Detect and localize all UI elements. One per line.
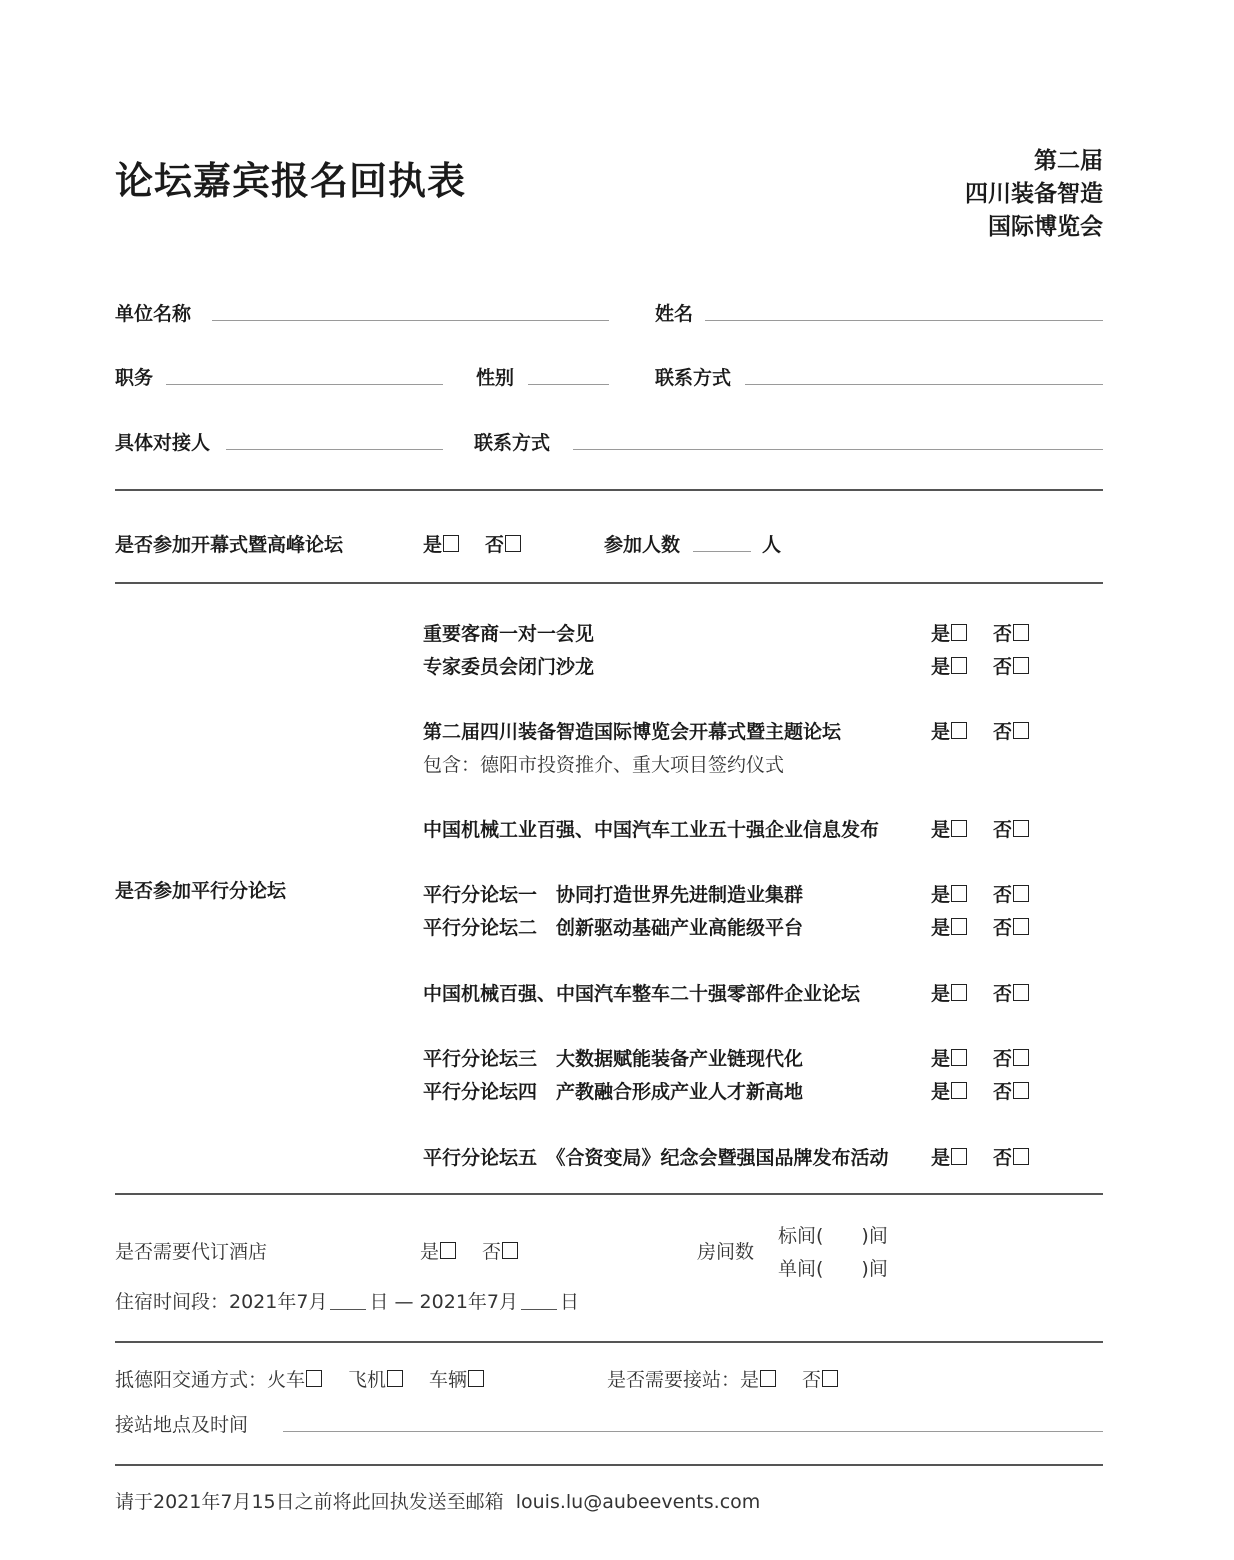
- liaison-label: 具体对接人: [115, 432, 211, 454]
- forum-item: 平行分论坛一 协同打造世界先进制造业集群: [423, 884, 804, 906]
- checkbox[interactable]: [951, 1082, 967, 1099]
- forum-choice: [931, 1044, 1029, 1071]
- divider: [115, 1464, 1103, 1466]
- checkbox[interactable]: [951, 1148, 967, 1165]
- yes-label: 是: [931, 721, 951, 743]
- no-label: 否: [993, 1147, 1013, 1169]
- forum-choice: [931, 652, 1029, 679]
- single-room-field[interactable]: 单间( )间: [778, 1258, 888, 1280]
- checkbox[interactable]: [951, 918, 967, 935]
- checkbox[interactable]: [505, 535, 521, 552]
- page-title: 论坛嘉宾报名回执表: [115, 159, 467, 203]
- expo-line-2: 四川装备智造: [965, 181, 1103, 207]
- attendee-count-label: 参加人数: [604, 534, 681, 556]
- checkbox[interactable]: [440, 1242, 456, 1259]
- no-label: 否: [993, 819, 1013, 841]
- yes-label: 是: [931, 819, 951, 841]
- yes-label: 是: [420, 1241, 440, 1263]
- org-label: 单位名称: [115, 303, 192, 325]
- forum-item: 专家委员会闭门沙龙: [423, 656, 595, 678]
- stay-period: [115, 1287, 579, 1314]
- no-label: 否: [993, 656, 1013, 678]
- divider: [115, 1193, 1103, 1195]
- pickup-row: [607, 1365, 838, 1392]
- checkbox[interactable]: [1013, 1148, 1029, 1165]
- no-label: 否: [485, 534, 505, 556]
- checkbox[interactable]: [951, 1049, 967, 1066]
- checkbox[interactable]: [951, 624, 967, 641]
- no-label: 否: [993, 623, 1013, 645]
- forum-item: 第二届四川装备智造国际博览会开幕式暨主题论坛: [423, 721, 842, 743]
- name-field[interactable]: [705, 320, 1103, 321]
- opening-choice: [423, 530, 521, 557]
- forum-choice: [931, 815, 1029, 842]
- yes-label: 是: [931, 623, 951, 645]
- checkbox[interactable]: [443, 535, 459, 552]
- no-label: 否: [993, 983, 1013, 1005]
- forum-choice: [931, 913, 1029, 940]
- checkbox[interactable]: [1013, 984, 1029, 1001]
- no-label: 否: [993, 721, 1013, 743]
- transport-row: [115, 1365, 484, 1392]
- yes-label: 是: [931, 917, 951, 939]
- yes-label: 是: [931, 1081, 951, 1103]
- stay-end-day-field[interactable]: [521, 1308, 557, 1310]
- checkbox[interactable]: [502, 1242, 518, 1259]
- car-label: 车辆: [429, 1369, 468, 1391]
- divider: [115, 1341, 1103, 1343]
- yes-label: 是: [931, 884, 951, 906]
- no-label: 否: [802, 1369, 822, 1391]
- forum-choice: [931, 1143, 1029, 1170]
- forum-item: 平行分论坛四 产教融合形成产业人才新高地: [423, 1081, 804, 1103]
- expo-name: [965, 145, 1103, 244]
- no-label: 否: [993, 917, 1013, 939]
- opening-label: 是否参加开幕式暨高峰论坛: [115, 534, 344, 556]
- pickup-place-label: 接站地点及时间: [115, 1414, 249, 1436]
- gender-field[interactable]: [528, 384, 609, 385]
- forum-item: 平行分论坛五 《合资变局》纪念会暨强国品牌发布活动: [423, 1147, 889, 1169]
- checkbox[interactable]: [1013, 820, 1029, 837]
- stay-mid: — 2021年7月: [394, 1291, 518, 1313]
- yes-label: 是: [931, 983, 951, 1005]
- checkbox[interactable]: [760, 1370, 776, 1387]
- position-label: 职务: [115, 367, 154, 389]
- checkbox[interactable]: [468, 1370, 484, 1387]
- checkbox[interactable]: [951, 820, 967, 837]
- forum-item: 平行分论坛二 创新驱动基础产业高能级平台: [423, 917, 804, 939]
- name-label: 姓名: [655, 303, 694, 325]
- parallel-label: 是否参加平行分论坛: [115, 880, 287, 902]
- yes-label: 是: [931, 656, 951, 678]
- no-label: 否: [482, 1241, 502, 1263]
- forum-choice: [931, 717, 1029, 744]
- checkbox[interactable]: [1013, 885, 1029, 902]
- no-label: 否: [993, 1081, 1013, 1103]
- checkbox[interactable]: [951, 885, 967, 902]
- divider: [115, 582, 1103, 584]
- gender-label: 性别: [476, 367, 515, 389]
- forum-choice: [931, 619, 1029, 646]
- hotel-choice: [420, 1237, 518, 1264]
- liaison-contact-field[interactable]: [573, 449, 1103, 450]
- hotel-label: 是否需要代订酒店: [115, 1241, 268, 1263]
- yes-label: 是: [423, 534, 443, 556]
- no-label: 否: [993, 1048, 1013, 1070]
- checkbox[interactable]: [951, 722, 967, 739]
- org-field[interactable]: [212, 320, 609, 321]
- checkbox[interactable]: [1013, 1049, 1029, 1066]
- expo-line-3: 国际博览会: [988, 214, 1103, 240]
- footer-note: [115, 1487, 760, 1514]
- stay-start-day-field[interactable]: [330, 1308, 366, 1310]
- divider: [115, 489, 1103, 491]
- checkbox[interactable]: [1013, 657, 1029, 674]
- checkbox[interactable]: [1013, 918, 1029, 935]
- footer-email[interactable]: louis.lu@aubeevents.com: [515, 1491, 761, 1513]
- stay-prefix: 住宿时间段：2021年7月: [115, 1291, 328, 1313]
- contact-label: 联系方式: [655, 367, 732, 389]
- forum-item: 重要客商一对一会见: [423, 623, 595, 645]
- checkbox[interactable]: [951, 984, 967, 1001]
- forum-item: 平行分论坛三 大数据赋能装备产业链现代化: [423, 1048, 804, 1070]
- checkbox[interactable]: [822, 1370, 838, 1387]
- checkbox[interactable]: [306, 1370, 322, 1387]
- rooms-label: 房间数: [697, 1241, 755, 1263]
- forum-item: 中国机械百强、中国汽车整车二十强零部件企业论坛: [423, 983, 861, 1005]
- yes-label: 是: [931, 1048, 951, 1070]
- checkbox[interactable]: [951, 657, 967, 674]
- position-field[interactable]: [166, 384, 443, 385]
- pickup-place-field[interactable]: [283, 1431, 1103, 1432]
- pickup-label: 是否需要接站：是: [607, 1369, 760, 1391]
- yes-label: 是: [931, 1147, 951, 1169]
- footer-text: 请于2021年7月15日之前将此回执发送至邮箱: [115, 1491, 504, 1513]
- transport-label: 抵德阳交通方式：: [115, 1369, 268, 1391]
- attendee-count-field[interactable]: [693, 551, 751, 552]
- liaison-contact-label: 联系方式: [474, 432, 551, 454]
- attendee-count-unit: 人: [762, 534, 782, 556]
- checkbox[interactable]: [1013, 722, 1029, 739]
- forum-item: 中国机械工业百强、中国汽车工业五十强企业信息发布: [423, 819, 880, 841]
- forum-choice: [931, 880, 1029, 907]
- liaison-field[interactable]: [226, 449, 443, 450]
- train-label: 火车: [267, 1369, 306, 1391]
- forum-choice: [931, 979, 1029, 1006]
- stay-day2-label: 日: [560, 1291, 580, 1313]
- forum-choice: [931, 1077, 1029, 1104]
- forum-sub-note: 包含：德阳市投资推介、重大项目签约仪式: [423, 754, 785, 776]
- expo-line-1: 第二届: [1034, 148, 1103, 174]
- checkbox[interactable]: [387, 1370, 403, 1387]
- plane-label: 飞机: [348, 1369, 387, 1391]
- standard-room-field[interactable]: 标间( )间: [778, 1225, 888, 1247]
- no-label: 否: [993, 884, 1013, 906]
- checkbox[interactable]: [1013, 1082, 1029, 1099]
- contact-field[interactable]: [745, 384, 1103, 385]
- stay-day-label: 日: [369, 1291, 389, 1313]
- checkbox[interactable]: [1013, 624, 1029, 641]
